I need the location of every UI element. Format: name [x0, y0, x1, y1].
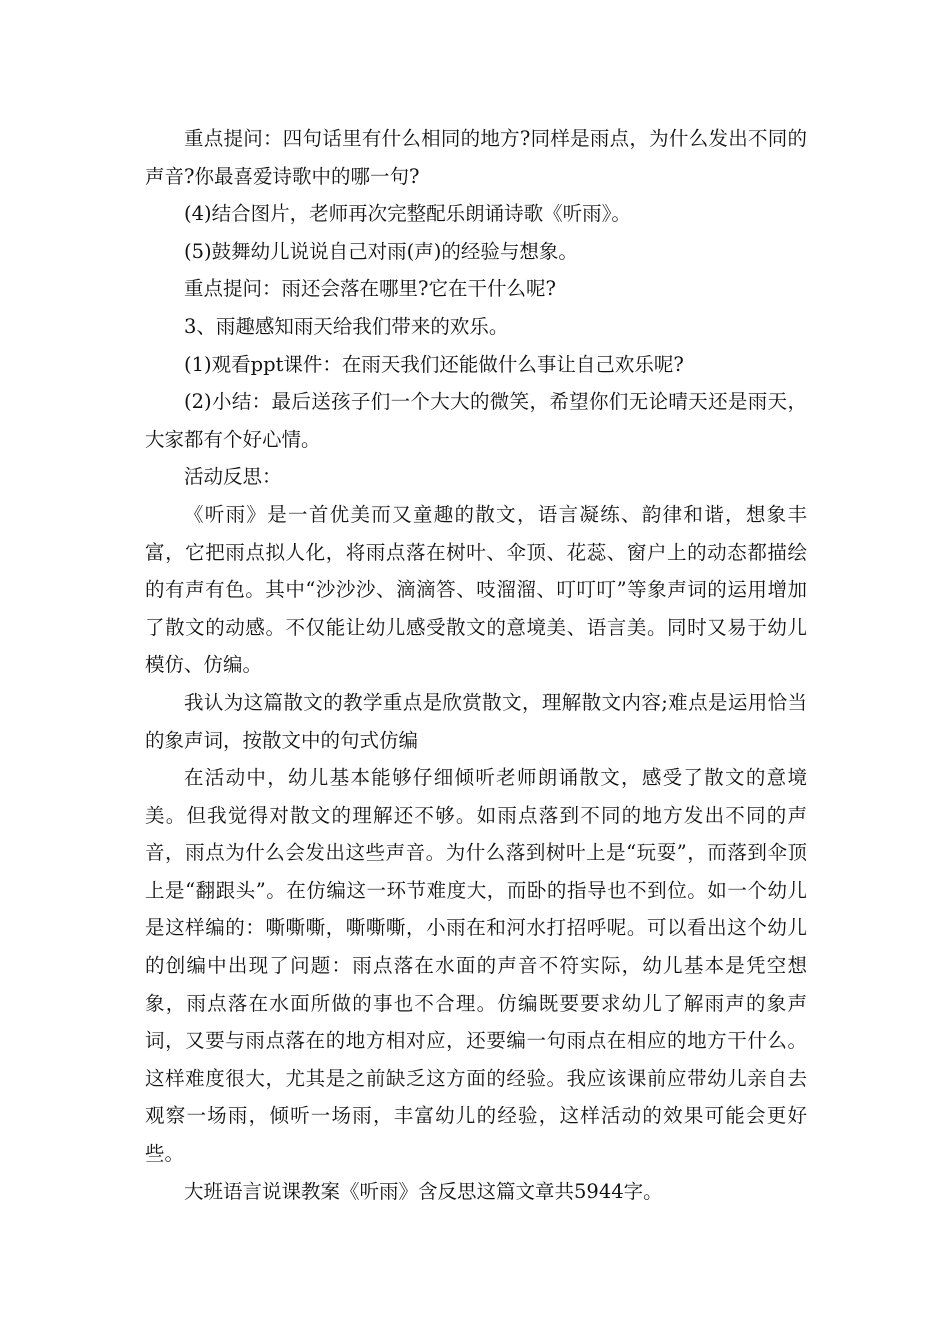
- paragraph-reflection-2: 我认为这篇散文的教学重点是欣赏散文，理解散文内容;难点是运用恰当的象声词，按散文中的句式仿编: [145, 690, 807, 752]
- paragraph-word-count: 大班语言说课教案《听雨》含反思这篇文章共5944字。: [184, 1179, 663, 1203]
- paragraph-key-question-2: 重点提问：雨还会落在哪里?它在干什么呢?: [184, 277, 556, 301]
- paragraph-reflection-1: 《听雨》是一首优美而又童趣的散文，语言凝练、韵律和谐，想象丰富，它把雨点拟人化，将雨点落在树叶、伞顶、花蕊、窗户上的动态都描绘的有声有色。其中“沙沙沙、滴滴答、吱溜溜、叮叮叮”等象声词的运用增加了散文的动感。不仅能让幼儿感受散文的意境美、语言美。同时又易于幼儿模仿、仿编。: [145, 502, 807, 677]
- paragraph-key-question-1: 重点提问：四句话里有什么相同的地方?同样是雨点，为什么发出不同的声音?你最喜爱诗歌中的哪一句?: [145, 127, 807, 188]
- paragraph-section-3: 3、雨趣感知雨天给我们带来的欢乐。: [184, 314, 509, 338]
- paragraph-step-5: (5)鼓舞幼儿说说自己对雨(声)的经验与想象。: [184, 239, 578, 263]
- paragraph-step-4: (4)结合图片，老师再次完整配乐朗诵诗歌《听雨》。: [184, 202, 631, 226]
- paragraph-reflection-heading: 活动反思：: [184, 465, 282, 489]
- paragraph-step-1: (1)观看ppt课件：在雨天我们还能做什么事让自己欢乐呢?: [184, 352, 684, 376]
- paragraph-step-2: (2)小结：最后送孩子们一个大大的微笑，希望你们无论晴天还是雨天，大家都有个好心情。: [145, 390, 807, 451]
- paragraph-reflection-3: 在活动中，幼儿基本能够仔细倾听老师朗诵散文，感受了散文的意境美。但我觉得对散文的理解还不够。如雨点落到不同的地方发出不同的声音，雨点为什么会发出这些声音。为什么落到树叶上是“玩耍”，而落到伞顶上是“翻跟头”。在仿编这一环节难度大，而卧的指导也不到位。如一个幼儿是这样编的：嘶嘶嘶，嘶嘶嘶，小雨在和河水打招呼呢。可以看出这个幼儿的创编中出现了问题：雨点落在水面的声音不符实际，幼儿基本是凭空想象，雨点落在水面所做的事也不合理。仿编既要要求幼儿了解雨声的象声词，又要与雨点落在的地方相对应，还要编一句雨点在相应的地方干什么。这样难度很大，尤其是之前缺乏这方面的经验。我应该课前应带幼儿亲自去观察一场雨，倾听一场雨，丰富幼儿的经验，这样活动的效果可能会更好些。: [145, 766, 807, 1166]
- document-body: [145, 120, 807, 1210]
